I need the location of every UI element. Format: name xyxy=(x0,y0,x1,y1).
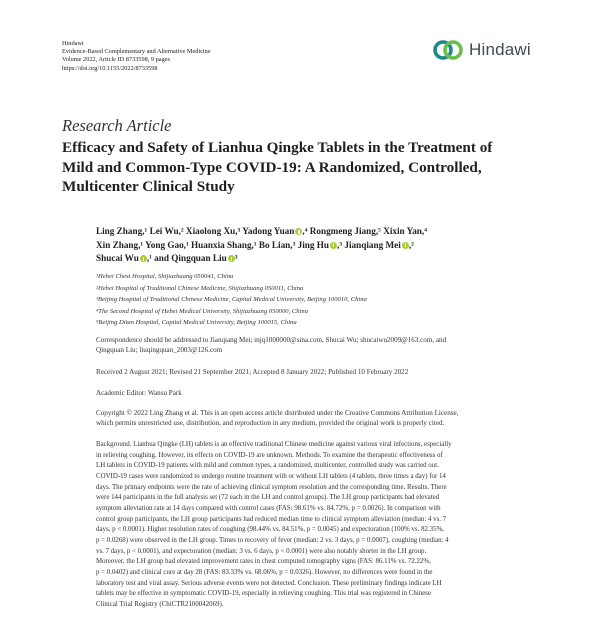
orcid-icon[interactable] xyxy=(330,242,337,249)
title-line: Mild and Common-Type COVID-19: A Randomized, Controlled, xyxy=(62,158,482,176)
abstract-line: Background. Lianhua Qingke (LH) tablets is an effective traditional Chinese medicine against various viral infections, especially xyxy=(96,441,452,448)
author-text: Ling Zhang,¹ Lei Wu,² Xiaolong Xu,³ Yadong Yuan ,⁴ Rongmeng Jiang,⁵ Xixin Yan,⁴ xyxy=(96,226,427,236)
title-line: Multicenter Clinical Study xyxy=(62,178,235,195)
abstract-line: Moreover, the LH group had elevated improvement rates in chest computed tomography signs (FAS: 86.11% vs. 72.22%, xyxy=(96,558,431,566)
author-line xyxy=(96,239,556,253)
abstract-line: days. The primary endpoints were the rate of achieving clinical symptom resolution and the corresponding time. Results. There xyxy=(96,483,447,491)
academic-editor xyxy=(96,388,541,398)
affiliation-item: ²Hebei Hospital of Traditional Chinese Medicine, Shijiazhuang 050011, China xyxy=(96,284,304,292)
author-list xyxy=(96,225,556,266)
logo-wordmark: Hindawi xyxy=(469,40,531,59)
affiliations xyxy=(96,271,367,329)
author-text: Xin Zhang,¹ Yong Gao,¹ Huanxia Shang,¹ Bo Lian,³ Jing Hu ,³ Jianqiang Mei ,² xyxy=(96,239,414,250)
orcid-icon[interactable] xyxy=(140,255,147,262)
affiliation-item: ⁴The Second Hospital of Hebei Medical University, Shijiazhuang 050000, China xyxy=(96,307,308,315)
abstract-line: vs. 7 days, p < 0.0001), and expectoration (median: 3 vs. 6 days, p < 0.0001) were also notably shorter in the LH group. xyxy=(96,547,427,555)
abstract-line: days, p < 0.0001). Higher resolution rates of coughing (98.44% vs. 84.51%, p = 0.0045) and expectoration (100% vs. 82.35%, xyxy=(96,526,445,534)
hindawi-logo[interactable] xyxy=(432,39,531,61)
abstract xyxy=(96,440,544,611)
title-line: Efficacy and Safety of Lianhua Qingke Tablets in the Treatment of xyxy=(62,139,493,156)
article-title xyxy=(62,138,552,197)
copyright-notice xyxy=(96,408,541,429)
orcid-icon[interactable] xyxy=(295,228,302,235)
volume-info: Volume 2022, Article ID 8733598, 9 pages xyxy=(62,56,170,64)
hindawi-logo-icon xyxy=(432,39,464,61)
abstract-line: LH tablets in COVID-19 patients with mild and common types, a randomized, multicenter, controlled study was carried out. xyxy=(96,462,439,470)
abstract-line: COVID-19 cases were randomized to undergo routine treatment with or without LH tablets (4 tablets, three times a day) for 14 xyxy=(96,472,446,480)
abstract-line: Clinical Trial Registry (ChiCTR2100042069). xyxy=(96,600,224,608)
affiliation-item: ⁵Beijing Ditan Hospital, Capital Medical University, Beijing 100015, China xyxy=(96,319,297,327)
editor-line: Academic Editor: Wansu Park xyxy=(96,389,182,397)
author-line xyxy=(96,225,556,239)
copyright-line: Copyright © 2022 Ling Zhang et al. This is an open access article distributed under the Creative Commons Attribution License, xyxy=(96,409,459,417)
author-line xyxy=(96,252,556,266)
copyright-line: which permits unrestricted use, distribution, and reproduction in any medium, provided the original work is properly cited. xyxy=(96,419,445,428)
affiliation-item: ¹Hebei Chest Hospital, Shijiazhuang 050041, China xyxy=(96,273,234,280)
correspondence xyxy=(96,335,541,356)
abstract-line: tablets may be effective in symptomatic COVID-19, especially in relieving coughing. This trial was registered in Chinese xyxy=(96,590,432,598)
journal-name: Evidence-Based Complementary and Alternative Medicine xyxy=(62,48,211,56)
received-dates xyxy=(96,367,541,377)
doi-link[interactable]: https://doi.org/10.1155/2022/8733598 xyxy=(62,64,158,72)
abstract-line: in relieving coughing. However, its effects on COVID-19 are unknown. Methods. To examine the therapeutic effectiveness of xyxy=(96,451,443,459)
publisher-name: Hindawi xyxy=(62,40,84,47)
abstract-line: symptom alleviation rate at 14 days compared with control cases (FAS: 98.61% vs. 84.72%, p = 0.0026). In comparison with xyxy=(96,504,441,512)
orcid-icon[interactable] xyxy=(228,255,235,262)
abstract-line: control group participants, the LH group participants had reduced median time to clinical symptom alleviation (median: 4 vs. 7 xyxy=(96,515,447,523)
orcid-icon[interactable] xyxy=(402,242,409,249)
journal-meta xyxy=(62,40,211,73)
abstract-line: p = 0.0268) were observed in the LH group. Times to recovery of fever (median: 2 vs. 3 days, p = 0.0007), coughing (median: 4 xyxy=(96,536,449,544)
article-type: Research Article xyxy=(62,116,172,135)
abstract-line: were 144 participants in the full analysis set (72 each in the LH and control groups). The LH group participants had elevated xyxy=(96,494,440,502)
abstract-line: p = 0.0402) and clinical cure at day 28 (FAS: 83.33% vs. 68.06%, p = 0.0326). However, no differences were found in the xyxy=(96,568,433,576)
correspondence-line: Correspondence should be addressed to Jianqiang Mei; mjq1000000@sina.com, Shucai Wu; shucaiwu2009@163.com, and xyxy=(96,336,447,344)
author-text: Shucai Wu ,¹ and Qingquan Liu ³ xyxy=(96,253,238,263)
abstract-line: laboratory test and viral assay. Serious adverse events were not detected. Conclusion. These preliminary findings indicate LH xyxy=(96,579,442,587)
affiliation-item: ³Beijing Hospital of Traditional Chinese Medicine, Capital Medical University, Beijing 100010, China xyxy=(96,296,367,304)
received-line: Received 2 August 2021; Revised 21 September 2021; Accepted 8 January 2022; Published 10 February 2022 xyxy=(96,368,409,376)
correspondence-line: Qingquan Liu; liuqingquan_2003@126.com xyxy=(96,346,223,355)
